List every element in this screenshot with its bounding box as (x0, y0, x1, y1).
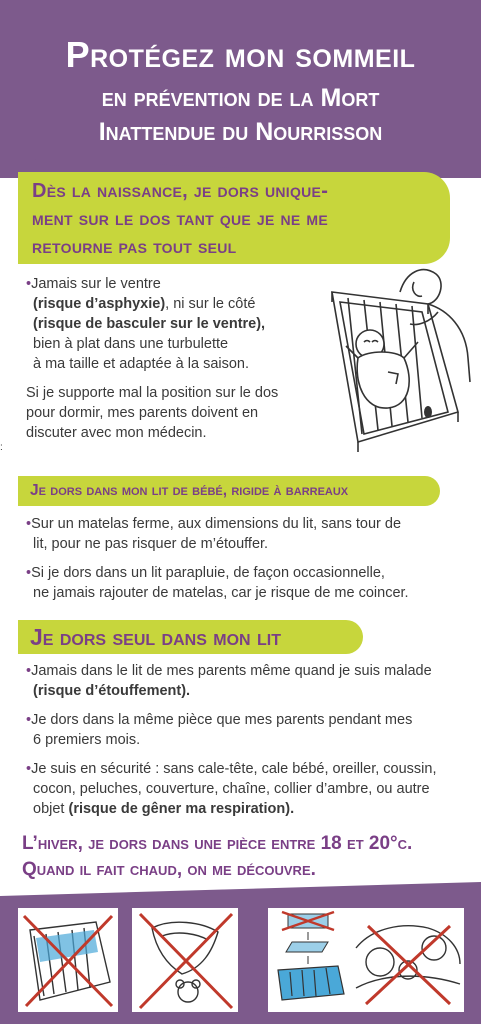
thumb-crib-bumper (18, 908, 118, 1012)
section1-title-line2: ment sur le dos tant que je ne me (32, 208, 328, 230)
s3-bullet1-line1: •Jamais dans le lit de mes parents même quand je suis malade (26, 663, 432, 679)
baby-crib-illustration (318, 262, 478, 462)
s3-bullet2-line1: •Je dors dans la même pièce que mes parents pendant mes (26, 712, 413, 728)
subtitle-line-1: en prévention de la Mort (101, 84, 380, 112)
bullet-icon: • (26, 712, 32, 728)
thumb-blanket (132, 908, 238, 1012)
s3-bullet3-line2: cocon, peluches, couverture, chaîne, collier d’ambre, ou autre (33, 781, 430, 797)
s3-bullet1-line2: (risque d’étouffement). (33, 683, 191, 699)
winter-note-line1: L’hiver, je dors dans une pièce entre 18 et 20°c. (22, 833, 413, 854)
s2-bullet1-line2: lit, pour ne pas risquer de m’étouffer. (33, 536, 269, 552)
s1-bullet1-line4: bien à plat dans une turbulette (33, 336, 229, 352)
header-band (0, 0, 481, 178)
co-sleeping-crossed-icon (352, 908, 464, 1012)
main-title: Protégez mon sommeil (65, 34, 416, 75)
section1-title-line3: retourne pas tout seul (32, 236, 237, 258)
section1-title-line1: Dès la naissance, je dors unique- (32, 180, 329, 202)
s1-bullet1-line3: (risque de basculer sur le ventre), (33, 316, 266, 332)
s2-bullet2-line2: ne jamais rajouter de matelas, car je risque de me coincer. (33, 585, 409, 601)
s1-para-line1: Si je supporte mal la position sur le dos (26, 385, 279, 401)
margin-mark: : (0, 442, 3, 453)
bullet-icon: • (26, 516, 32, 532)
section2-title: Je dors dans mon lit de bébé, rigide à barreaux (30, 482, 349, 499)
bullet-icon: • (26, 276, 32, 292)
bullet-icon: • (26, 761, 32, 777)
s3-bullet2-line2: 6 premiers mois. (33, 732, 141, 748)
section2-banner (18, 476, 440, 506)
s2-bullet2-line1: •Si je dors dans un lit parapluie, de façon occasionnelle, (26, 565, 385, 581)
subtitle-line-2: Inattendue du Nourrisson (98, 118, 383, 146)
s1-para-line2: pour dormir, mes parents doivent en (26, 405, 259, 421)
s1-para-line3: discuter avec mon médecin. (26, 425, 207, 441)
s3-bullet3-line3: objet (risque de gêner ma respiration). (33, 801, 295, 817)
bullet-icon: • (26, 565, 32, 581)
crib-bumper-crossed-icon (18, 908, 118, 1012)
winter-note-line2: Quand il fait chaud, on me découvre. (22, 859, 316, 880)
section3-banner (18, 620, 363, 654)
thumb-travel-cot (268, 908, 352, 1012)
section1-banner (18, 172, 450, 264)
s3-bullet3-line1: •Je suis en sécurité : sans cale-tête, cale bébé, oreiller, coussin, (26, 761, 437, 777)
thumb-co-sleeping (352, 908, 464, 1012)
s1-bullet1-line5: à ma taille et adaptée à la saison. (33, 356, 250, 372)
travel-cot-mattress-icon (268, 908, 352, 1012)
s1-bullet1-line1: •Jamais sur le ventre (26, 276, 161, 292)
s2-bullet1-line1: •Sur un matelas ferme, aux dimensions du lit, sans tour de (26, 516, 402, 532)
s1-bullet1-line2: (risque d’asphyxie), ni sur le côté (33, 296, 256, 312)
section3-title: Je dors seul dans mon lit (30, 624, 281, 650)
bullet-icon: • (26, 663, 32, 679)
blanket-crossed-icon (132, 908, 238, 1012)
